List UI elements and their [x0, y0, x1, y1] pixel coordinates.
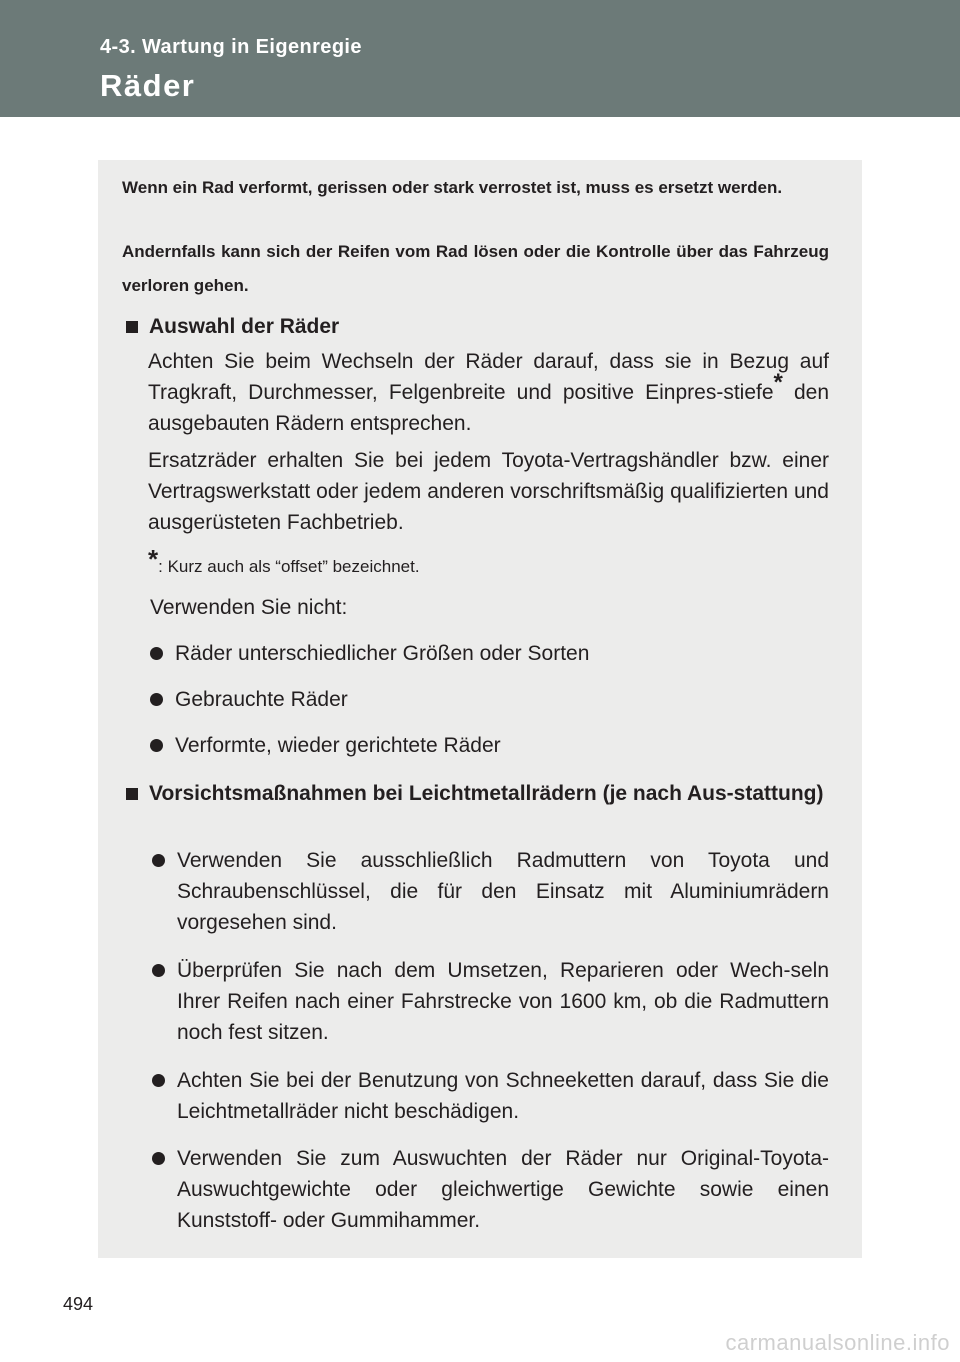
list-item	[152, 1065, 829, 1127]
paragraph-text-cont: den ausgebauten Rädern entsprechen.	[148, 381, 830, 435]
page-title: Räder	[100, 68, 196, 103]
bullet-dot-icon	[150, 693, 163, 706]
footnote-text: : Kurz auch als “offset” bezeichnet.	[158, 557, 420, 576]
footnote	[148, 544, 420, 579]
heading-text: Vorsichtsmaßnahmen bei Leichtmetallrädern (je nach Aus-stattung)	[149, 782, 824, 805]
heading-alloy-wheel-precautions	[126, 778, 829, 809]
paragraph-spare-wheels: Ersatzräder erhalten Sie bei jedem Toyota-Vertragshändler bzw. einer Vertragswerkstatt oder jedem anderen vorschriftsmäßig qualifizierten und ausgerüsteten Fachbetrieb.	[148, 449, 829, 534]
paragraph-wheel-selection	[148, 346, 829, 439]
list-item	[150, 730, 829, 761]
list-item	[152, 1143, 829, 1236]
bullet-dot-icon	[152, 964, 165, 977]
list-item-text: Überprüfen Sie nach dem Umsetzen, Reparieren oder Wech-seln Ihrer Reifen nach einer Fahrstrecke von 1600 km, ob die Radmuttern noch fest sitzen.	[177, 959, 829, 1044]
list-item-text: Verwenden Sie ausschließlich Radmuttern von Toyota und Schraubenschlüssel, die für den Einsatz mit Aluminiumrädern vorgesehen sind.	[177, 849, 829, 934]
list-item	[152, 955, 829, 1048]
list-item-text: Verformte, wieder gerichtete Räder	[175, 734, 501, 757]
watermark: carmanualsonline.info	[725, 1330, 950, 1355]
heading-wheel-selection	[126, 311, 829, 342]
list-item	[150, 684, 829, 715]
list-item-text: Achten Sie bei der Benutzung von Schneeketten darauf, dass Sie die Leichtmetallräder nicht beschädigen.	[177, 1069, 829, 1123]
page-number: 494	[63, 1294, 94, 1314]
list-item-text: Verwenden Sie zum Auswuchten der Räder nur Original-Toyota-Auswuchtgewichte oder gleichwertige Gewichte sowie einen Kunststoff- oder Gummihammer.	[177, 1147, 829, 1232]
list-item	[152, 845, 829, 938]
heading-text: Auswahl der Räder	[149, 315, 340, 338]
paragraph-text: Achten Sie beim Wechseln der Räder darauf, dass sie in Bezug auf Tragkraft, Durchmesser, Felgenbreite und positive Einpres-stiefe	[148, 350, 829, 404]
bullet-dot-icon	[152, 854, 165, 867]
bullet-dot-icon	[150, 647, 163, 660]
list-item	[150, 638, 829, 669]
square-bullet-icon	[126, 788, 138, 800]
bullet-dot-icon	[150, 739, 163, 752]
bullet-dot-icon	[152, 1152, 165, 1165]
warning-text-1: Wenn ein Rad verformt, gerissen oder stark verrostet ist, muss es ersetzt werden.	[122, 178, 783, 197]
page-header	[0, 0, 960, 117]
list-item-text: Gebrauchte Räder	[175, 688, 348, 711]
bullet-dot-icon	[152, 1074, 165, 1087]
square-bullet-icon	[126, 321, 138, 333]
warning-text-2: Andernfalls kann sich der Reifen vom Rad lösen oder die Kontrolle über das Fahrzeug verloren gehen.	[122, 242, 829, 295]
section-label: 4-3. Wartung in Eigenregie	[100, 36, 362, 58]
list-item-text: Räder unterschiedlicher Größen oder Sorten	[175, 642, 590, 665]
footnote-star: *	[148, 544, 159, 574]
footnote-marker: *	[773, 369, 783, 396]
do-not-use-label: Verwenden Sie nicht:	[150, 596, 348, 619]
